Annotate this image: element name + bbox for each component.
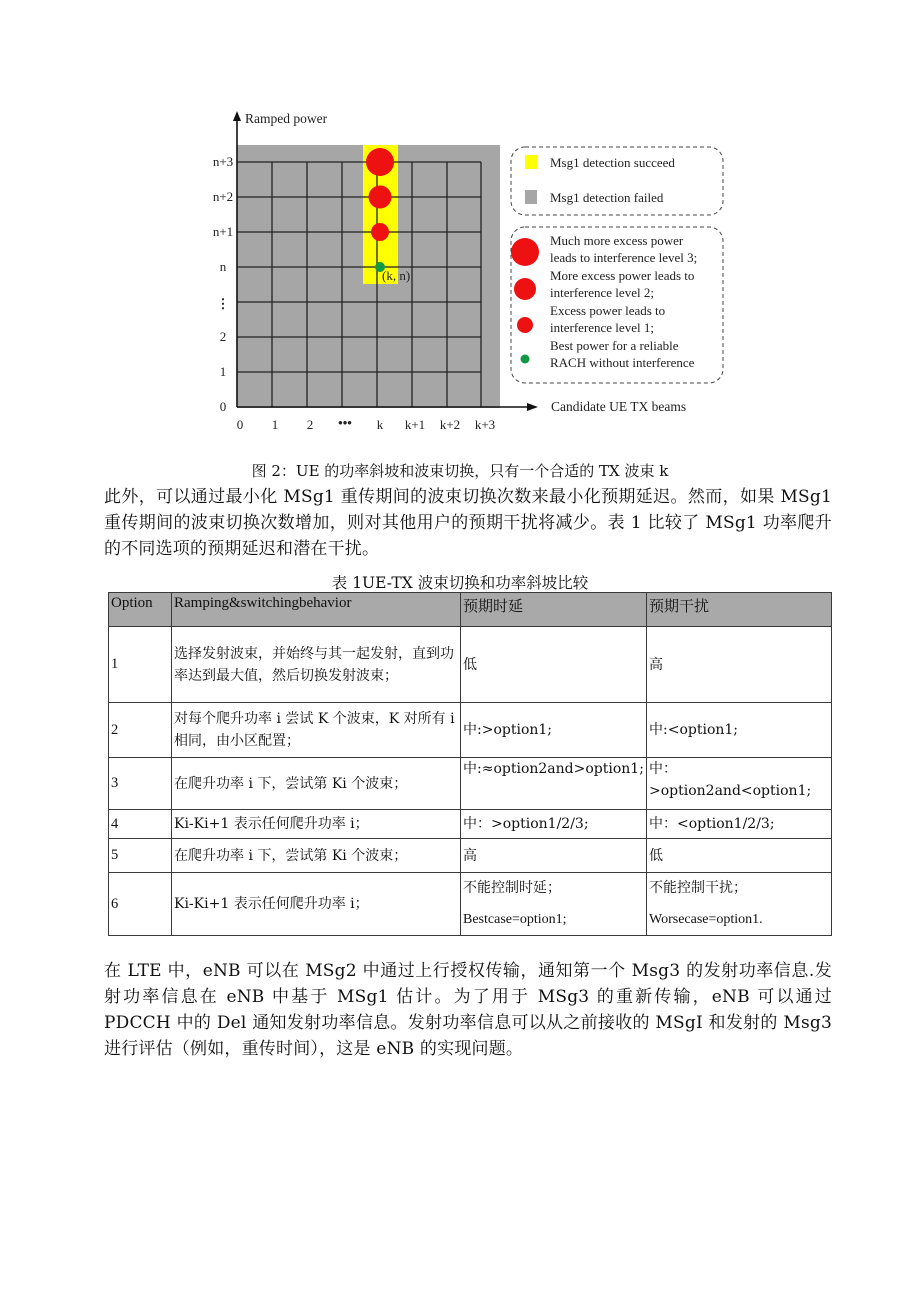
svg-text:k+2: k+2 bbox=[439, 417, 461, 432]
y-axis-arrow-icon bbox=[233, 111, 241, 121]
legend-interference bbox=[511, 227, 723, 383]
svg-text:Msg1 detection failed: Msg1 detection failed bbox=[550, 190, 664, 205]
cell-behavior: Ki-Ki+1 表示任何爬升功率 i； bbox=[172, 873, 461, 936]
svg-text:More excess power leads to: More excess power leads to bbox=[550, 268, 695, 283]
table-row bbox=[109, 873, 832, 936]
svg-text:k+1: k+1 bbox=[404, 417, 426, 432]
cell-delay bbox=[461, 873, 647, 936]
cell-behavior: 对每个爬升功率 i 尝试 K 个波束，K 对所有 i 相同，由小区配置； bbox=[172, 703, 461, 758]
table-header-row bbox=[109, 593, 832, 627]
legend-detection bbox=[511, 147, 723, 215]
table-row bbox=[109, 758, 832, 810]
figure-caption: 图 2：UE 的功率斜坡和波束切换，只有一个合适的 TX 波束 k bbox=[251, 462, 669, 480]
y-tick-labels bbox=[213, 154, 233, 414]
figure-diagram bbox=[195, 105, 735, 445]
table-title: 表 1UE-TX 波束切换和功率斜坡比较 bbox=[331, 574, 589, 592]
interference-level-2-point bbox=[369, 186, 392, 209]
level-1-swatch-icon bbox=[517, 317, 533, 333]
delay-line1: 不能控制时延； bbox=[463, 880, 561, 896]
svg-text:k+3: k+3 bbox=[474, 417, 496, 432]
level-2-swatch-icon bbox=[514, 278, 536, 300]
x-axis-arrow-icon bbox=[527, 403, 538, 411]
table-row bbox=[109, 839, 832, 873]
paragraph-lte: 在 LTE 中，eNB 可以在 MSg2 中通过上行授权传输，通知第一个 Msg3 的发射功率信息.发射功率信息在 eNB 中基于 MSg1 估计。为了用于 MSg3 的重新传输，eNB 可以通过 PDCCH 中的 Del 通知发射功率信息。发射功率信息可以从之前接收的 MSgI 和发射的 Msg3 进行评估（例如，重传时间），这是 eNB 的实现问题。 bbox=[104, 961, 832, 1059]
cell-interference bbox=[647, 873, 832, 936]
header-interference: 预期干扰 bbox=[647, 593, 832, 627]
cell-interference: 中：<option1/2/3; bbox=[647, 810, 832, 839]
header-behavior: Ramping&switchingbehavior bbox=[172, 593, 461, 627]
svg-text:n+3: n+3 bbox=[212, 154, 234, 169]
svg-text:Best power for a reliable: Best power for a reliable bbox=[550, 338, 679, 353]
interference-line1: 不能控制干扰； bbox=[649, 880, 747, 896]
comparison-table bbox=[108, 592, 832, 936]
figure-power-ramping bbox=[195, 105, 735, 445]
x-tick-labels bbox=[237, 415, 495, 432]
interference-level-3-point bbox=[366, 148, 394, 176]
x-axis-label: Candidate UE TX beams bbox=[551, 399, 687, 414]
cell-option: 1 bbox=[109, 627, 172, 703]
y-axis-label: Ramped power bbox=[245, 111, 328, 126]
svg-text:1: 1 bbox=[219, 364, 227, 379]
cell-interference: 中:<option1; bbox=[647, 703, 832, 758]
cell-behavior: Ki-Ki+1 表示任何爬升功率 i； bbox=[172, 810, 461, 839]
svg-text:k: k bbox=[376, 417, 384, 432]
cell-delay: 中:≈option2and>option1; bbox=[461, 758, 647, 810]
best-power-swatch-icon bbox=[521, 355, 530, 364]
svg-text:⋮: ⋮ bbox=[216, 296, 230, 311]
svg-text:0: 0 bbox=[219, 399, 227, 414]
svg-text:1: 1 bbox=[271, 417, 279, 432]
svg-text:interference level 1;: interference level 1; bbox=[550, 320, 654, 335]
cell-delay: 高 bbox=[461, 839, 647, 873]
table-row bbox=[109, 703, 832, 758]
delay-line2: Bestcase=option1; bbox=[463, 912, 567, 927]
success-swatch-icon bbox=[525, 155, 537, 169]
cell-option: 5 bbox=[109, 839, 172, 873]
cell-option: 3 bbox=[109, 758, 172, 810]
cell-delay: 低 bbox=[461, 627, 647, 703]
interference-level-1-point bbox=[371, 223, 389, 241]
failed-swatch-icon bbox=[525, 190, 537, 204]
table-row bbox=[109, 810, 832, 839]
cell-option: 6 bbox=[109, 873, 172, 936]
cell-delay: 中:>option1; bbox=[461, 703, 647, 758]
svg-text:Much more excess power: Much more excess power bbox=[550, 233, 684, 248]
header-delay: 预期时延 bbox=[461, 593, 647, 627]
cell-option: 2 bbox=[109, 703, 172, 758]
cell-interference: 低 bbox=[647, 839, 832, 873]
svg-text:n: n bbox=[219, 259, 227, 274]
cell-behavior: 在爬升功率 i 下，尝试第 Ki 个波束； bbox=[172, 839, 461, 873]
svg-text:Msg1 detection succeed: Msg1 detection succeed bbox=[550, 155, 675, 170]
cell-interference: 中：>option2and<option1; bbox=[647, 758, 832, 810]
level-3-swatch-icon bbox=[511, 238, 539, 266]
table-row bbox=[109, 627, 832, 703]
point-label: (k, n) bbox=[382, 268, 411, 283]
svg-text:•••: ••• bbox=[338, 415, 352, 430]
cell-delay: 中：>option1/2/3; bbox=[461, 810, 647, 839]
cell-interference: 高 bbox=[647, 627, 832, 703]
svg-text:interference level 2;: interference level 2; bbox=[550, 285, 654, 300]
svg-text:RACH without interference: RACH without interference bbox=[550, 355, 695, 370]
svg-text:2: 2 bbox=[306, 417, 314, 432]
cell-option: 4 bbox=[109, 810, 172, 839]
interference-line2: Worsecase=option1. bbox=[649, 912, 763, 927]
svg-text:0: 0 bbox=[236, 417, 244, 432]
svg-text:2: 2 bbox=[219, 329, 227, 344]
cell-behavior: 选择发射波束，并始终与其一起发射，直到功率达到最大值，然后切换发射波束； bbox=[172, 627, 461, 703]
svg-text:leads to interference level 3;: leads to interference level 3; bbox=[550, 250, 698, 265]
cell-behavior: 在爬升功率 i 下，尝试第 Ki 个波束； bbox=[172, 758, 461, 810]
svg-text:n+1: n+1 bbox=[212, 224, 234, 239]
svg-text:Excess power leads to: Excess power leads to bbox=[550, 303, 666, 318]
header-option: Option bbox=[109, 593, 172, 627]
svg-text:n+2: n+2 bbox=[212, 189, 234, 204]
paragraph-intro: 此外，可以通过最小化 MSg1 重传期间的波束切换次数来最小化预期延迟。然而，如果 MSg1 重传期间的波束切换次数增加，则对其他用户的预期干扰将减少。表 1 比较了 MSg1 功率爬升的不同选项的预期延迟和潜在干扰。 bbox=[104, 487, 832, 559]
